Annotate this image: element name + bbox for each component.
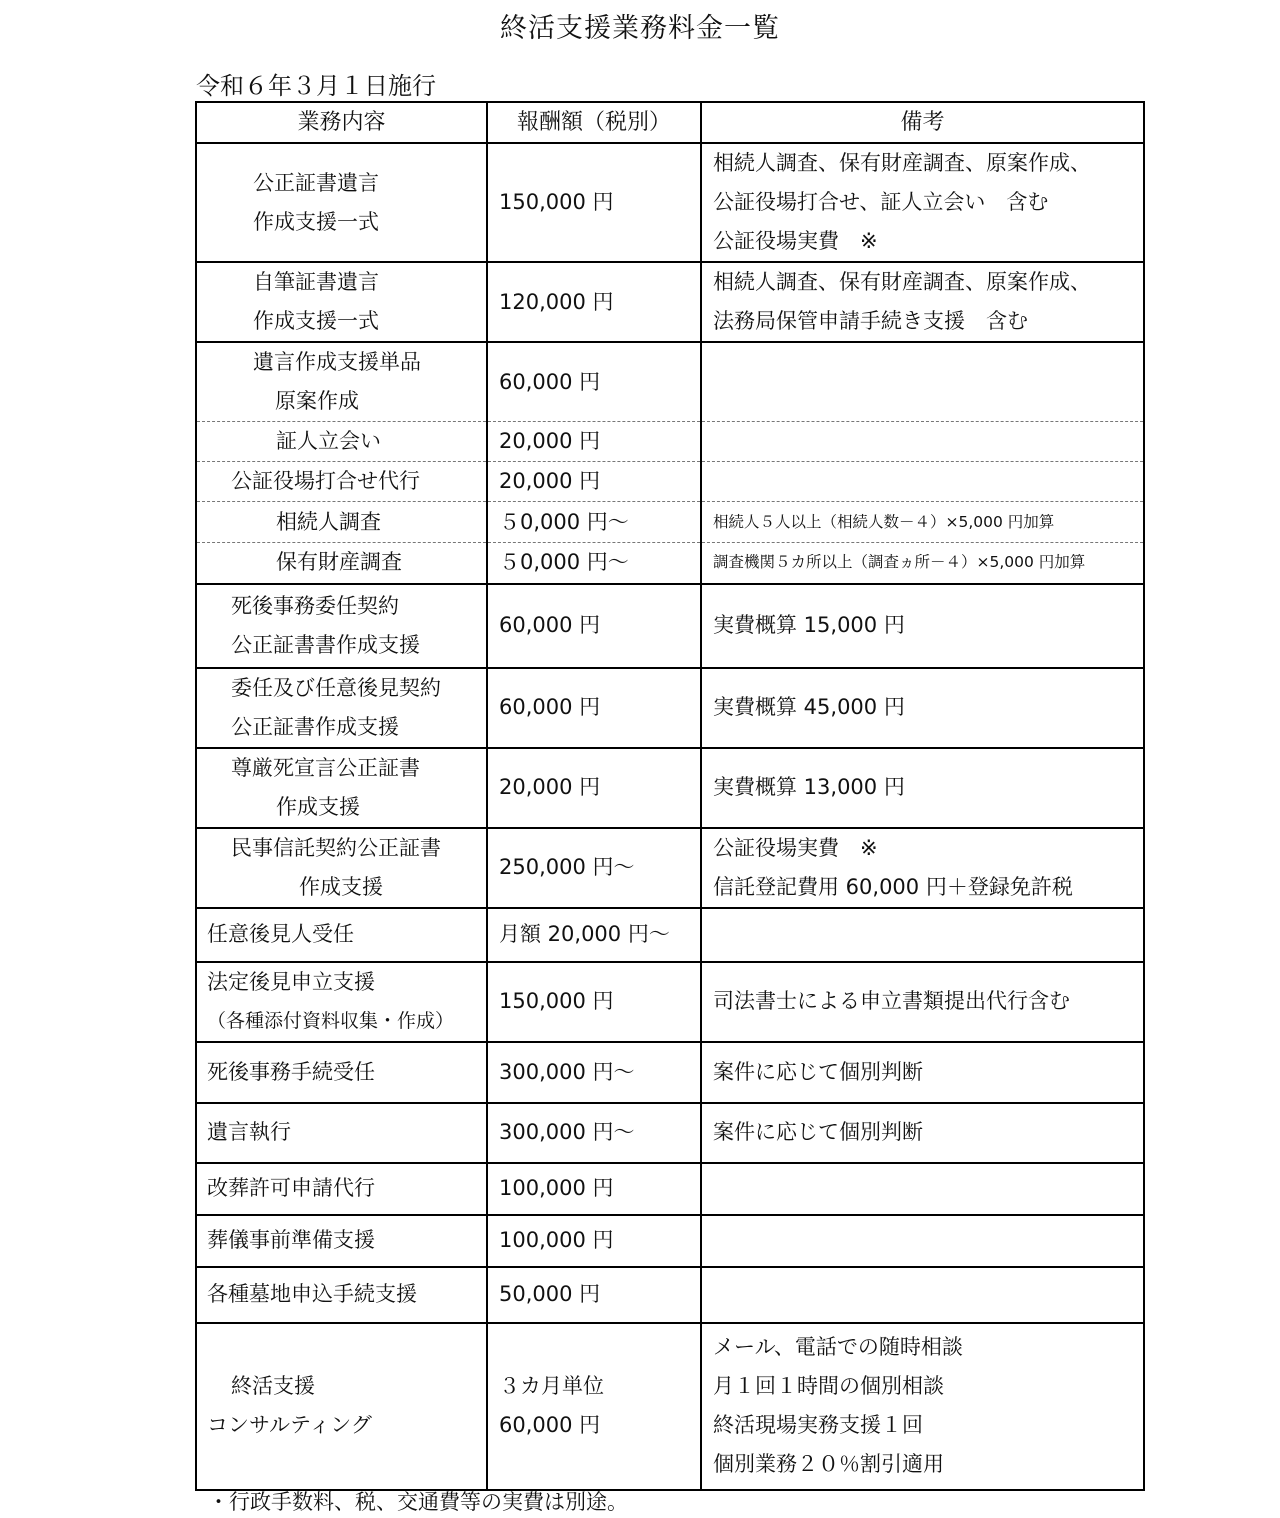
fee-cell: 60,000 円 [487, 342, 701, 422]
table-row [196, 668, 1144, 748]
table-row [196, 342, 1144, 422]
table-row [196, 1042, 1144, 1103]
note-cell: 公証役場実費 ※ 信託登記費用 60,000 円＋登録免許税 [701, 828, 1144, 908]
service-cell: 尊厳死宣言公正証書 作成支援 [196, 748, 487, 828]
fee-cell: 100,000 円 [487, 1163, 701, 1215]
fee-cell: 60,000 円 [487, 668, 701, 748]
note-cell: メール、電話での随時相談 月１回１時間の個別相談 終活現場実務支援１回 個別業務２０％割引適用 [701, 1323, 1144, 1490]
service-cell: 相続人調査 [196, 502, 487, 543]
note-cell: 相続人５人以上（相続人数－４）×5,000 円加算 [701, 502, 1144, 543]
fee-cell: ３カ月単位 60,000 円 [487, 1323, 701, 1490]
service-cell: 証人立会い [196, 422, 487, 462]
fee-cell: 300,000 円～ [487, 1042, 701, 1103]
table-row [196, 1163, 1144, 1215]
note-cell: 実費概算 45,000 円 [701, 668, 1144, 748]
service-cell: 法定後見申立支援 （各種添付資料収集・作成） [196, 962, 487, 1042]
note-cell: 実費概算 13,000 円 [701, 748, 1144, 828]
table-row [196, 584, 1144, 668]
table-row [196, 543, 1144, 584]
note-cell [701, 908, 1144, 962]
table-row [196, 1267, 1144, 1323]
effective-date: 令和６年３月１日施行 [196, 72, 436, 100]
page-title: 終活支援業務料金一覧 [500, 13, 780, 44]
table-row [196, 1323, 1144, 1490]
fee-cell: 60,000 円 [487, 584, 701, 668]
table-row [196, 1103, 1144, 1163]
note-cell: 実費概算 15,000 円 [701, 584, 1144, 668]
header-note: 備考 [701, 102, 1144, 143]
service-cell: 葬儀事前準備支援 [196, 1215, 487, 1267]
note-cell: 相続人調査、保有財産調査、原案作成、 公証役場打合せ、証人立会い 含む 公証役場実費 ※ [701, 143, 1144, 262]
fee-cell: 50,000 円 [487, 1267, 701, 1323]
service-cell: 委任及び任意後見契約 公正証書作成支援 [196, 668, 487, 748]
table-row [196, 908, 1144, 962]
note-cell [701, 462, 1144, 502]
table-row [196, 962, 1144, 1042]
fee-cell: 250,000 円～ [487, 828, 701, 908]
fee-cell: 150,000 円 [487, 143, 701, 262]
table-row [196, 1215, 1144, 1267]
note-cell [701, 1215, 1144, 1267]
table-row [196, 502, 1144, 543]
service-cell: 死後事務手続受任 [196, 1042, 487, 1103]
fee-cell: ５0,000 円～ [487, 543, 701, 584]
service-cell: 終活支援 コンサルティング [196, 1323, 487, 1490]
fee-cell: 20,000 円 [487, 748, 701, 828]
table-row [196, 143, 1144, 262]
fee-cell: 150,000 円 [487, 962, 701, 1042]
note-cell: 調査機関５カ所以上（調査ヵ所－４）×5,000 円加算 [701, 543, 1144, 584]
note-cell: 案件に応じて個別判断 [701, 1103, 1144, 1163]
service-cell: 遺言執行 [196, 1103, 487, 1163]
note-cell: 案件に応じて個別判断 [701, 1042, 1144, 1103]
service-cell: 死後事務委任契約 公正証書書作成支援 [196, 584, 487, 668]
service-cell: 自筆証書遺言 作成支援一式 [196, 262, 487, 342]
service-cell: 改葬許可申請代行 [196, 1163, 487, 1215]
fee-cell: 300,000 円～ [487, 1103, 701, 1163]
table-row [196, 462, 1144, 502]
note-cell [701, 1163, 1144, 1215]
table-row [196, 748, 1144, 828]
service-cell: 民事信託契約公正証書 作成支援 [196, 828, 487, 908]
footnote: ・行政手数料、税、交通費等の実費は別途。 [208, 1490, 628, 1514]
note-cell [701, 342, 1144, 422]
fee-cell: 20,000 円 [487, 462, 701, 502]
fee-cell: 120,000 円 [487, 262, 701, 342]
service-cell: 保有財産調査 [196, 543, 487, 584]
fee-cell: 100,000 円 [487, 1215, 701, 1267]
table-row [196, 422, 1144, 462]
service-cell: 遺言作成支援単品 原案作成 [196, 342, 487, 422]
fee-cell: 20,000 円 [487, 422, 701, 462]
service-cell: 任意後見人受任 [196, 908, 487, 962]
note-cell: 相続人調査、保有財産調査、原案作成、 法務局保管申請手続き支援 含む [701, 262, 1144, 342]
note-cell: 司法書士による申立書類提出代行含む [701, 962, 1144, 1042]
header-fee: 報酬額（税別） [487, 102, 701, 143]
fee-table [195, 101, 1145, 1491]
header-service: 業務内容 [196, 102, 487, 143]
fee-cell: 月額 20,000 円～ [487, 908, 701, 962]
note-cell [701, 422, 1144, 462]
service-cell: 公証役場打合せ代行 [196, 462, 487, 502]
service-cell: 各種墓地申込手続支援 [196, 1267, 487, 1323]
note-cell [701, 1267, 1144, 1323]
fee-cell: ５0,000 円～ [487, 502, 701, 543]
table-row [196, 262, 1144, 342]
table-row [196, 828, 1144, 908]
service-cell: 公正証書遺言 作成支援一式 [196, 143, 487, 262]
